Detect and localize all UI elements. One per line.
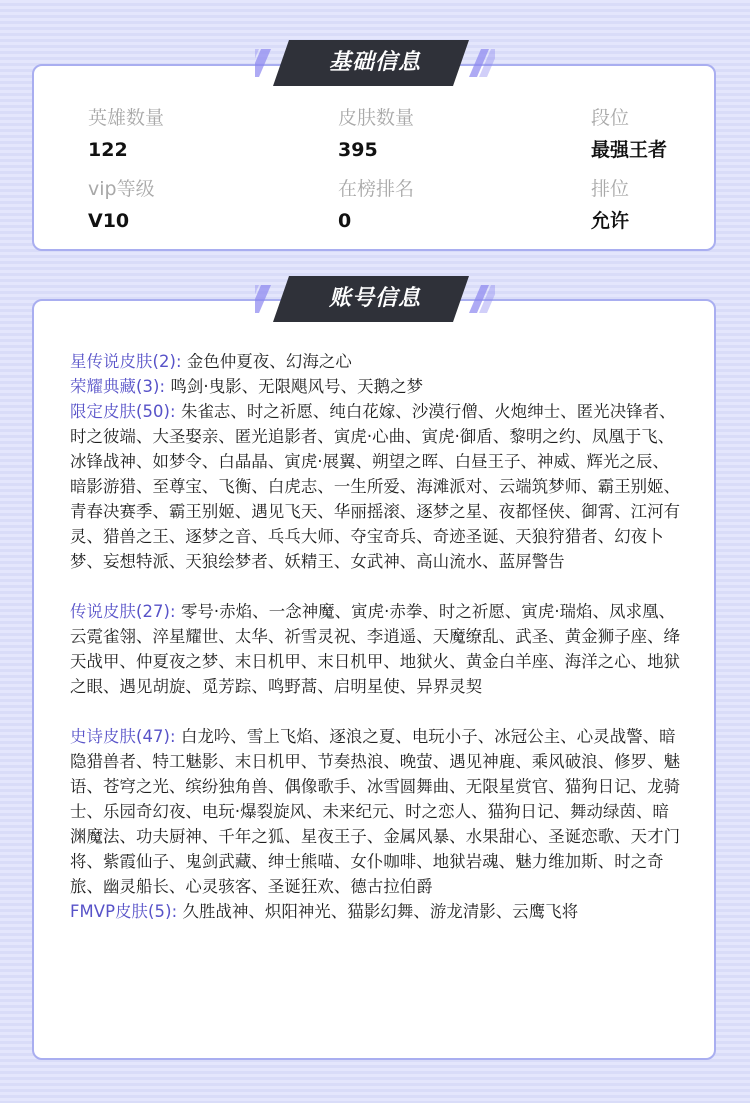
stat-skin-count: [338, 106, 538, 162]
skin-items: 朱雀志、时之祈愿、纯白花嫁、沙漠行僧、火炮绅士、匿光决锋者、时之彼端、大圣娶亲、匿光追影者、寅虎·心曲、寅虎·御盾、黎明之约、凤凰于飞、冰锋战神、如梦令、白晶晶、寅虎·展翼、朔望之晖、白昼王子、神威、辉光之辰、暗影游猎、至尊宝、飞衡、白虎志、一生所爱、海滩派对、云端筑梦师、霸王别姬、青春决赛季、霸王别姬、遇见飞天、华丽摇滚、逐梦之星、夜都怪侠、御霄、江河有灵、猎兽之王、逐梦之音、乓乓大师、夺宝奇兵、奇迹圣诞、天狼狩猎者、幻夜卜梦、妄想特派、天狼绘梦者、妖精王、女武神、高山流水、蓝屏警告: [70, 402, 681, 571]
skin-category-label: 史诗皮肤(47):: [70, 727, 176, 746]
basic-info-card: [32, 64, 716, 251]
skin-category-row: [70, 724, 682, 899]
stat-value: 395: [338, 139, 378, 161]
skin-category-label: 传说皮肤(27):: [70, 602, 176, 621]
stat-rank-tier: [591, 106, 750, 162]
stat-ranked-allowed: [591, 177, 750, 233]
stat-leaderboard-rank: [338, 177, 538, 233]
skin-category-label: 荣耀典藏(3):: [70, 377, 166, 396]
stat-value: 最强王者: [591, 139, 668, 161]
stat-value: 0: [338, 210, 352, 232]
stat-label: 在榜排名: [338, 178, 415, 200]
skin-items: 白龙吟、雪上飞焰、逐浪之夏、电玩小子、冰冠公主、心灵战警、暗隐猎兽者、特工魅影、末日机甲、节奏热浪、晚萤、遇见神鹿、乘风破浪、修罗、魅语、苍穹之光、缤纷独角兽、偶像歌手、冰雪圆舞曲、无限星赏官、猫狗日记、龙骑士、乐园奇幻夜、电玩·爆裂旋风、未来纪元、时之恋人、猫狗日记、舞动绿茵、暗渊魔法、功夫厨神、千年之狐、星夜王子、金属风暴、水果甜心、圣诞恋歌、天才门将、紫霞仙子、鬼剑武藏、绅士熊喵、女仆咖啡、地狱岩魂、魅力维加斯、时之奇旅、幽灵船长、心灵骇客、圣诞狂欢、德古拉伯爵: [70, 727, 681, 896]
skin-category-row: [70, 599, 682, 699]
skin-category-label: 限定皮肤(50):: [70, 402, 176, 421]
stat-value: 允许: [591, 210, 630, 232]
spacer: [70, 699, 682, 724]
skin-category-row: [70, 899, 682, 924]
skin-items: 金色仲夏夜、幻海之心: [181, 352, 352, 371]
stat-value: 122: [88, 139, 128, 161]
skin-items: 零号·赤焰、一念神魔、寅虎·赤拳、时之祈愿、寅虎·瑞焰、凤求凰、云霓雀翎、淬星耀世、太华、祈雪灵祝、李逍遥、天魔缭乱、武圣、黄金狮子座、绛天战甲、仲夏夜之梦、末日机甲、末日机甲、地狱火、黄金白羊座、海洋之心、地狱之眼、遇见胡旋、觅芳踪、鸣野蒿、启明星使、异界灵契: [70, 602, 681, 696]
skin-category-row: [70, 374, 682, 399]
section-title: 基础信息: [328, 50, 421, 75]
stat-label: 皮肤数量: [338, 107, 415, 129]
skin-category-label: 星传说皮肤(2):: [70, 352, 182, 371]
skin-category-label: FMVP皮肤(5):: [70, 902, 178, 921]
account-info-card: [32, 299, 716, 1060]
skin-category-row: [70, 399, 682, 574]
skin-category-row: [70, 349, 682, 374]
skin-list: [70, 349, 682, 924]
stat-label: 排位: [591, 178, 630, 200]
stat-value: V10: [88, 210, 130, 232]
stat-label: 段位: [591, 107, 630, 129]
account-info-banner: [255, 276, 495, 322]
stat-label: vip等级: [88, 178, 155, 200]
section-title: 账号信息: [328, 286, 421, 311]
stat-hero-count: [88, 106, 288, 162]
spacer: [70, 574, 682, 599]
stat-vip-level: [88, 177, 288, 233]
stat-label: 英雄数量: [88, 107, 165, 129]
basic-info-banner: [255, 40, 495, 86]
skin-items: 久胜战神、炽阳神光、猫影幻舞、游龙清影、云鹰飞将: [177, 902, 579, 921]
skin-items: 鸣剑·曳影、无限飓风号、天鹅之梦: [165, 377, 424, 396]
